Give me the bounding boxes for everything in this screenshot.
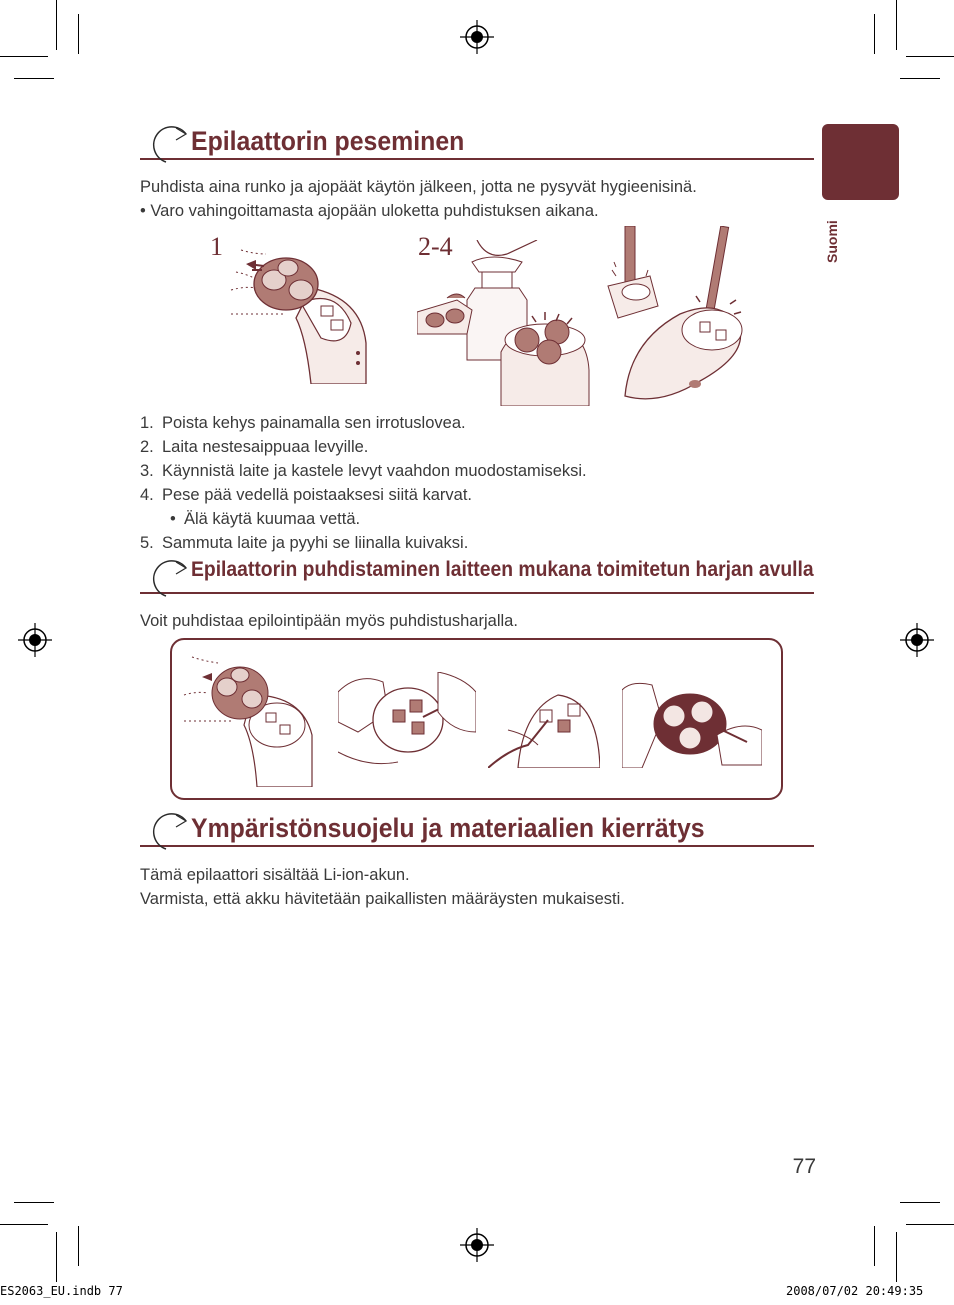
crop-mark <box>900 78 940 79</box>
crop-mark <box>906 1224 954 1225</box>
intro-text: Puhdista aina runko ja ajopäät käytön jälkeen, jotta ne pysyvät hygieenisinä. <box>140 178 697 196</box>
page-title: Epilaattorin peseminen <box>191 126 465 156</box>
crop-mark <box>874 1226 875 1266</box>
section-heading-environment <box>140 811 814 847</box>
washing-steps-list <box>140 411 587 555</box>
crop-mark <box>896 0 897 50</box>
crop-mark <box>896 1232 897 1282</box>
crop-mark <box>78 1226 79 1266</box>
list-item: • Älä käytä kuumaa vettä. <box>170 510 361 528</box>
registration-mark-icon <box>900 623 934 657</box>
brush-step-clean-discs-illustration <box>622 680 762 768</box>
crop-mark <box>874 14 875 54</box>
section-title: Epilaattorin puhdistaminen laitteen mukana toimitetun harjan avulla <box>191 558 814 581</box>
registration-mark-icon <box>460 1228 494 1262</box>
page-number: 77 <box>792 1155 816 1178</box>
crop-mark <box>0 1224 48 1225</box>
environment-text-line1: Tämä epilaattori sisältää Li-ion-akun. <box>140 866 410 884</box>
footer-file-info: ES2063_EU.indb 77 <box>0 1284 123 1298</box>
crop-mark <box>56 0 57 50</box>
epilator-head-removal-illustration <box>226 248 376 384</box>
crop-mark <box>78 14 79 54</box>
brush-step-remove-head-illustration <box>182 655 322 787</box>
list-item: 5. Sammuta laite ja pyyhi se liinalla kuivaksi. <box>140 534 469 552</box>
heading-hook-icon <box>140 560 188 598</box>
list-item: 3. Käynnistä laite ja kastele levyt vaahdon muodostamiseksi. <box>140 462 587 480</box>
registration-mark-icon <box>18 623 52 657</box>
language-tab <box>822 124 899 200</box>
brush-step-clean-frame-illustration <box>338 672 476 770</box>
crop-mark <box>906 56 954 57</box>
section-title: Ympäristönsuojelu ja materiaalien kierrätys <box>191 813 705 843</box>
registration-mark-icon <box>460 20 494 54</box>
caution-text: • Varo vahingoittamasta ajopään uloketta puhdistuksen aikana. <box>140 202 599 220</box>
environment-text-line2: Varmista, että akku hävitetään paikallisten määräysten mukaisesti. <box>140 890 625 908</box>
crop-mark <box>900 1202 940 1203</box>
brush-step-clean-head-illustration <box>488 690 600 768</box>
list-item: 1. Poista kehys painamalla sen irrotuslovea. <box>140 414 466 432</box>
brush-text: Voit puhdistaa epilointipään myös puhdistusharjalla. <box>140 612 518 630</box>
language-label: Suomi <box>824 220 840 263</box>
crop-mark <box>0 56 48 57</box>
crop-mark <box>14 1202 54 1203</box>
figure-label-2-4: 2-4 <box>418 232 453 261</box>
heading-hook-icon <box>140 126 188 164</box>
crop-mark <box>14 78 54 79</box>
section-heading-brush <box>140 556 814 594</box>
crop-mark <box>56 1232 57 1282</box>
footer-timestamp: 2008/07/02 20:49:35 <box>786 1284 924 1298</box>
list-item: 4. Pese pää vedellä poistaaksesi siitä karvat. <box>140 486 473 504</box>
rinse-under-water-illustration <box>600 226 750 406</box>
heading-hook-icon <box>140 813 188 851</box>
soap-application-illustration <box>417 240 592 406</box>
figure-label-1: 1 <box>210 232 223 261</box>
section-heading-washing <box>140 124 814 160</box>
list-item: 2. Laita nestesaippuaa levyille. <box>140 438 369 456</box>
